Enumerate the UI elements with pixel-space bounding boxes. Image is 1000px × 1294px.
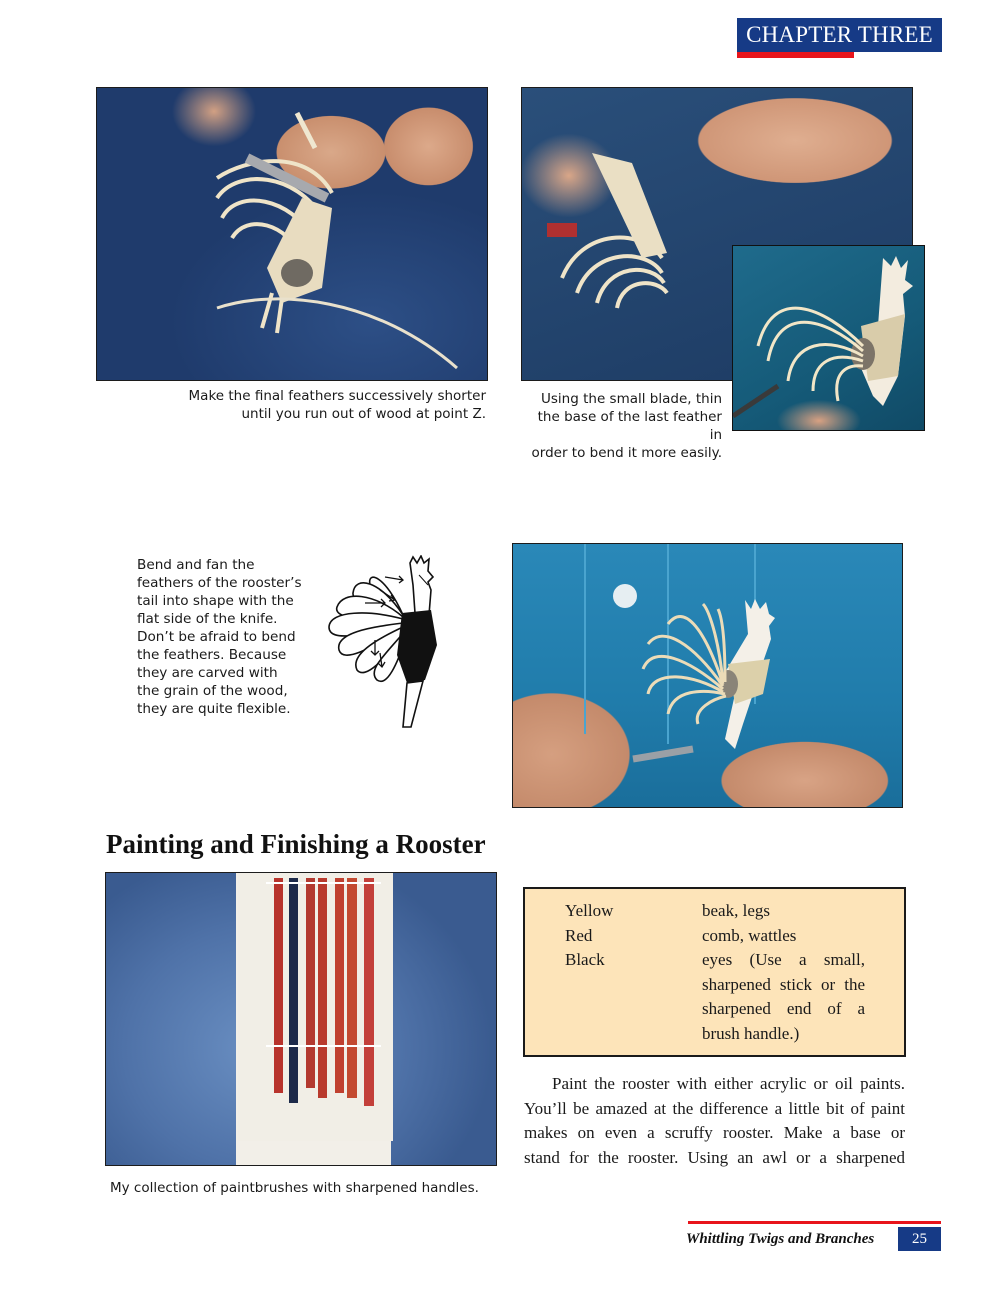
text-line: they are quite flexible. (137, 701, 291, 717)
section-title: Painting and Finishing a Rooster (106, 829, 486, 859)
bend-instructions (137, 556, 312, 718)
text-line: the grain of the wood, (137, 683, 288, 699)
text-line: tail into shape with the (137, 593, 294, 609)
caption-thin-base (524, 390, 722, 462)
photo-final-feathers (96, 87, 488, 381)
text-line: flat side of the knife. (137, 611, 278, 627)
paint-use-line: sharpened stick or the (702, 974, 865, 994)
rooster-closeup (733, 246, 925, 431)
body-line: makes on even a scruffy rooster. Make a base or (524, 1123, 905, 1142)
text-line: Bend and fan the (137, 557, 255, 573)
photo-paintbrushes (105, 872, 497, 1166)
paintbrushes-illustration (106, 873, 497, 1166)
paint-color-use: beak, legs (702, 901, 770, 920)
paint-color-name: Red (565, 925, 593, 945)
body-line: You’ll be amazed at the difference a little bit of paint (524, 1098, 905, 1118)
chapter-accent-bar (737, 52, 854, 58)
text-line: feathers of the rooster’s (137, 575, 302, 591)
caption-line: order to bend it more easily. (531, 445, 722, 461)
paint-use-line: eyes (Use a small, (702, 950, 865, 969)
footer-accent-bar (688, 1221, 941, 1224)
paint-use-line: brush handle.) (702, 1023, 800, 1043)
paint-color-table (523, 887, 906, 1057)
text-line: the feathers. Because (137, 647, 287, 663)
photo-fanned-rooster (512, 543, 903, 808)
body-paragraph (524, 1072, 905, 1170)
chapter-banner: CHAPTER THREE (737, 18, 942, 52)
paint-color-use: comb, wattles (702, 925, 797, 945)
text-line: Don’t be afraid to bend (137, 629, 296, 645)
caption-line: Make the final feathers successively shorter (188, 388, 486, 404)
body-line: Paint the rooster with either acrylic or oil paints. (552, 1074, 905, 1093)
paint-color-name: Black (565, 950, 605, 969)
caption-final-feathers (150, 387, 486, 423)
text-line: they are carved with (137, 665, 278, 681)
rooster-photo-illustration (513, 544, 903, 808)
page-number: 25 (898, 1227, 941, 1251)
caption-line: until you run out of wood at point Z. (241, 406, 486, 422)
paint-color-use (702, 948, 865, 1046)
photo-bend-inset (732, 245, 925, 431)
caption-line: Using the small blade, thin (541, 391, 722, 407)
rooster-tail-diagram (325, 555, 450, 730)
footer-book-title: Whittling Twigs and Branches (686, 1231, 875, 1247)
paint-use-line: sharpened end of a (702, 999, 865, 1018)
caption-line: the base of the last feather in (537, 409, 722, 443)
carving-illustration (97, 88, 488, 381)
body-line: stand for the rooster. Using an awl or a sharpened (524, 1147, 905, 1167)
caption-paintbrushes: My collection of paintbrushes with sharpened handles. (110, 1180, 479, 1196)
paint-color-name: Yellow (565, 901, 614, 920)
